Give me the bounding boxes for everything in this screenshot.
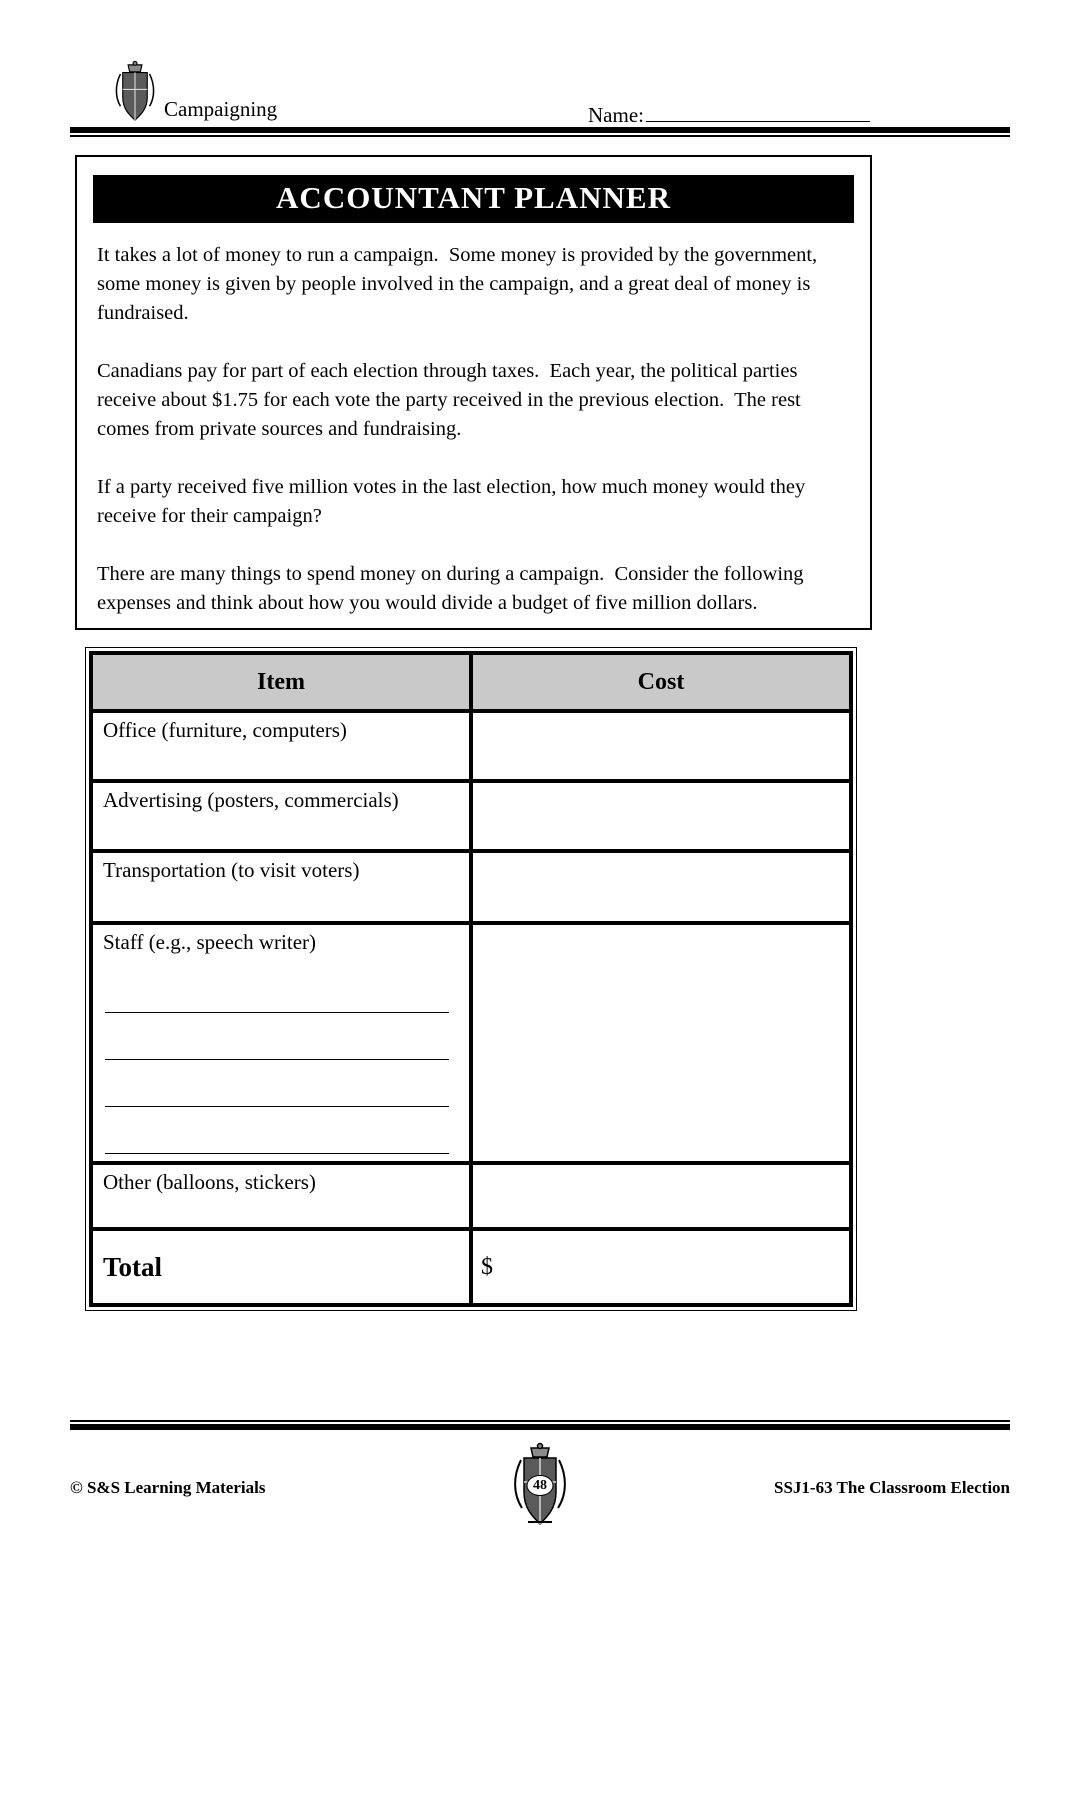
table-header-row <box>91 653 851 711</box>
item-label-office: Office (furniture, computers) <box>91 711 471 781</box>
item-label-advertising: Advertising (posters, commercials) <box>91 781 471 851</box>
table-row-total <box>91 1229 851 1305</box>
budget-table <box>89 651 853 1307</box>
table-row-office <box>91 711 851 781</box>
item-cell-staff <box>91 923 471 1163</box>
worksheet-title: ACCOUNTANT PLANNER <box>93 175 854 223</box>
write-line[interactable] <box>105 955 449 1013</box>
cost-input-cell-other[interactable] <box>471 1163 851 1229</box>
header-left <box>112 60 277 128</box>
item-label-transportation: Transportation (to visit voters) <box>91 851 471 923</box>
table-row-staff <box>91 923 851 1163</box>
name-input-line[interactable] <box>646 98 870 122</box>
divider-thin-line <box>70 135 1010 137</box>
item-label-other: Other (balloons, stickers) <box>91 1163 471 1229</box>
item-label-staff: Staff (e.g., speech writer) <box>103 930 317 954</box>
page-number: 48 <box>527 1475 554 1496</box>
bottom-divider <box>70 1420 1010 1430</box>
intro-paragraph-2: Canadians pay for part of each election through taxes. Each year, the political parties receive about $1.75 for each vote the party received in the previous election. The rest comes from private sources and fundraising. <box>97 360 806 440</box>
intro-paragraph-1: It takes a lot of money to run a campaign. Some money is provided by the government, some money is given by people involved in the campaign, and a great deal of money is fundraised. <box>97 244 823 324</box>
write-line[interactable] <box>105 1013 449 1060</box>
cost-column-header: Cost <box>471 653 851 711</box>
divider-thick-line <box>70 127 1010 133</box>
crest-icon <box>112 60 158 128</box>
total-label: Total <box>91 1229 471 1305</box>
cost-input-cell-staff[interactable] <box>471 923 851 1163</box>
item-column-header: Item <box>91 653 471 711</box>
table-row-transportation <box>91 851 851 923</box>
unit-label: Campaigning <box>164 97 278 121</box>
cost-input-cell-transportation[interactable] <box>471 851 851 923</box>
budget-table-frame <box>85 647 857 1311</box>
cost-input-cell-office[interactable] <box>471 711 851 781</box>
intro-box <box>75 155 872 630</box>
divider-thin-line <box>70 1420 1010 1422</box>
intro-paragraph-3: If a party received five million votes in the last election, how much money would they receive for their campaign? <box>97 476 811 527</box>
name-field <box>588 98 870 128</box>
name-label: Name: <box>588 103 644 127</box>
total-cost-cell[interactable]: $ <box>471 1229 851 1305</box>
footer-copyright: © S&S Learning Materials <box>70 1478 266 1497</box>
footer-product-code: SSJ1-63 The Classroom Election <box>774 1478 1010 1497</box>
write-line[interactable] <box>105 1060 449 1107</box>
cost-input-cell-advertising[interactable] <box>471 781 851 851</box>
crest-page-badge <box>510 1442 570 1530</box>
divider-thick-line <box>70 1424 1010 1430</box>
write-line[interactable] <box>105 1107 449 1154</box>
intro-paragraph-4: There are many things to spend money on during a campaign. Consider the following expenses and think about how you would divide a budget of five million dollars. <box>97 563 809 614</box>
table-row-other <box>91 1163 851 1229</box>
top-divider <box>70 127 1010 137</box>
table-row-advertising <box>91 781 851 851</box>
